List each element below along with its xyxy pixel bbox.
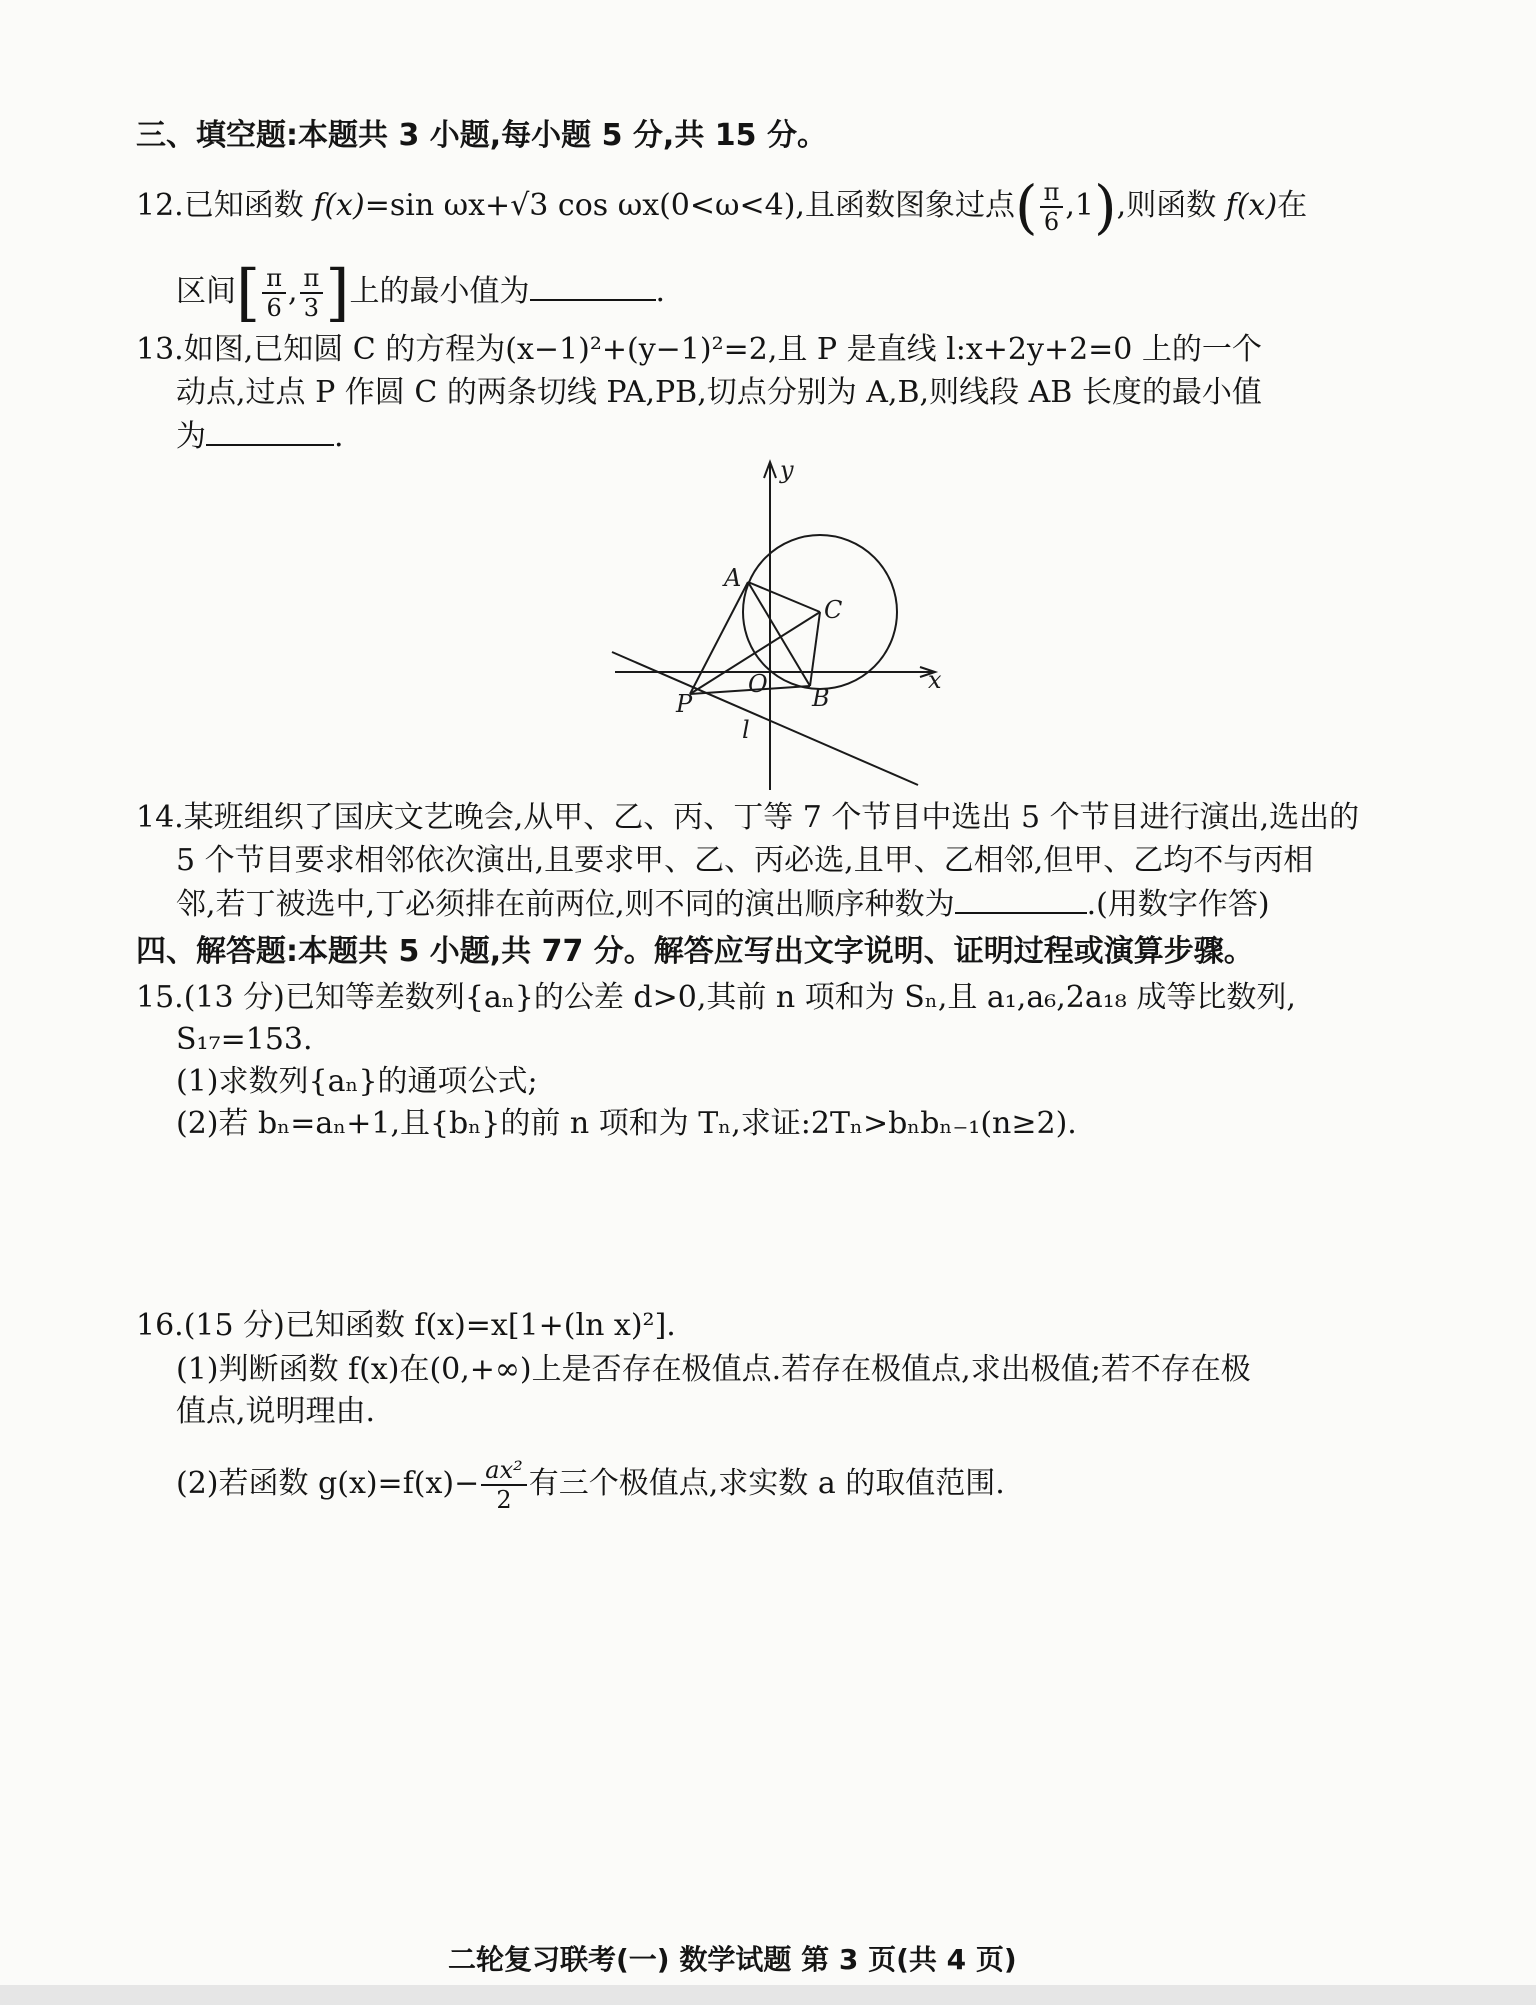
question-14-line-2: 5 个节目要求相邻依次演出,且要求甲、乙、丙必选,且甲、乙相邻,但甲、乙均不与丙相 — [176, 843, 1314, 878]
section-title-fill-in: 三、填空题:本题共 3 小题,每小题 5 分,共 15 分。 — [136, 118, 827, 153]
q13-answer-blank[interactable] — [206, 416, 334, 446]
q12-text-a: 12.已知函数 — [136, 188, 314, 223]
q13-text-wei: 为 — [176, 419, 206, 454]
question-15-part-2: (2)若 bₙ=aₙ+1,且{bₙ}的前 n 项和为 Tₙ,求证:2Tₙ>bₙbₙ₋₁(n≥2). — [176, 1106, 1077, 1141]
label-o: O — [748, 670, 768, 698]
q14-text-b: .(用数字作答) — [1086, 887, 1270, 922]
q16-part2-text-a: (2)若函数 g(x)=f(x)− — [176, 1466, 480, 1501]
q12-text-min: 上的最小值为 — [349, 274, 530, 309]
q12-interval-close-bracket: ] — [325, 256, 350, 329]
page-footer: 二轮复习联考(一) 数学试题 第 3 页(共 4 页) — [448, 1943, 1017, 1976]
q12-fx-2: f(x) — [1225, 188, 1278, 223]
q12-point-fraction: $\frac{\pi}{6}$ — [1040, 178, 1064, 236]
tangent-pa — [690, 582, 748, 694]
q12-text-c: ,则函数 — [1116, 188, 1226, 223]
question-12-line-1 — [136, 173, 1308, 241]
q12-point-tail: ,1 — [1065, 188, 1095, 223]
circle-tangent-figure — [600, 455, 940, 805]
q12-end: . — [655, 274, 666, 309]
question-12-line-2: 区间[ $\frac{\pi}{6}$ , $\frac{\pi}{3}$ ]上的最小值为 . — [176, 256, 666, 329]
radius-cb — [810, 612, 820, 686]
q16-part2-text-b: 有三个极值点,求实数 a 的取值范围. — [528, 1466, 1005, 1501]
label-x: x — [928, 666, 942, 694]
question-15-part-1: (1)求数列{aₙ}的通项公式; — [176, 1064, 538, 1099]
section-title-solutions: 四、解答题:本题共 5 小题,共 77 分。解答应写出文字说明、证明过程或演算步骤。 — [136, 934, 1254, 969]
label-c: C — [824, 596, 843, 624]
label-a: A — [724, 564, 742, 592]
q12-point-open-paren: ( — [1014, 173, 1038, 241]
question-14-line-1: 14.某班组织了国庆文艺晚会,从甲、乙、丙、丁等 7 个节目中选出 5 个节目进行演出,选出的 — [136, 800, 1360, 835]
question-15-line-2: S₁₇=153. — [176, 1022, 313, 1057]
q12-answer-blank[interactable] — [530, 271, 656, 301]
q12-interval-label: 区间 — [176, 274, 236, 309]
q12-text-b: =sin ωx+√3 cos ωx(0<ω<4),且函数图象过点 — [364, 188, 1015, 223]
q12-text-d: 在 — [1277, 188, 1308, 223]
q12-fx: f(x) — [313, 188, 365, 223]
question-16-part-1-line-2: 值点,说明理由. — [176, 1394, 376, 1429]
question-13-line-1: 13.如图,已知圆 C 的方程为(x−1)²+(y−1)²=2,且 P 是直线 l:x+2y+2=0 上的一个 — [136, 332, 1262, 367]
q14-text-a: 邻,若丁被选中,丁必须排在前两位,则不同的演出顺序种数为 — [176, 887, 955, 922]
label-l: l — [742, 716, 750, 744]
question-16-part-1-line-1: (1)判断函数 f(x)在(0,+∞)上是否存在极值点.若存在极值点,求出极值;若不存在极 — [176, 1352, 1251, 1387]
question-13-line-2: 动点,过点 P 作圆 C 的两条切线 PA,PB,切点分别为 A,B,则线段 AB 长度的最小值 — [176, 375, 1262, 410]
q12-interval-a: $\frac{\pi}{6}$ — [262, 264, 286, 322]
q12-interval-open-bracket: [ — [236, 256, 261, 329]
question-13-line-3 — [176, 416, 344, 457]
label-b: B — [812, 684, 830, 712]
scan-bottom-edge — [0, 1985, 1536, 2005]
q13-end: . — [334, 419, 344, 454]
question-14-line-3 — [176, 884, 1270, 925]
question-16-line-1: 16.(15 分)已知函数 f(x)=x[1+(ln x)²]. — [136, 1308, 676, 1343]
q16-fraction: $\frac{\text{ax²}}{2}$ — [481, 1456, 526, 1514]
question-16-part-2 — [176, 1456, 1005, 1514]
label-y: y — [780, 456, 794, 484]
label-p: P — [676, 690, 693, 718]
q14-answer-blank[interactable] — [955, 884, 1087, 914]
radius-ca — [748, 582, 820, 612]
q12-interval-b: $\frac{\pi}{3}$ — [300, 264, 324, 322]
q12-point-close-paren: ) — [1094, 173, 1117, 241]
question-15-line-1: 15.(13 分)已知等差数列{aₙ}的公差 d>0,其前 n 项和为 Sₙ,且 a₁,a₆,2a₁₈ 成等比数列, — [136, 980, 1296, 1015]
